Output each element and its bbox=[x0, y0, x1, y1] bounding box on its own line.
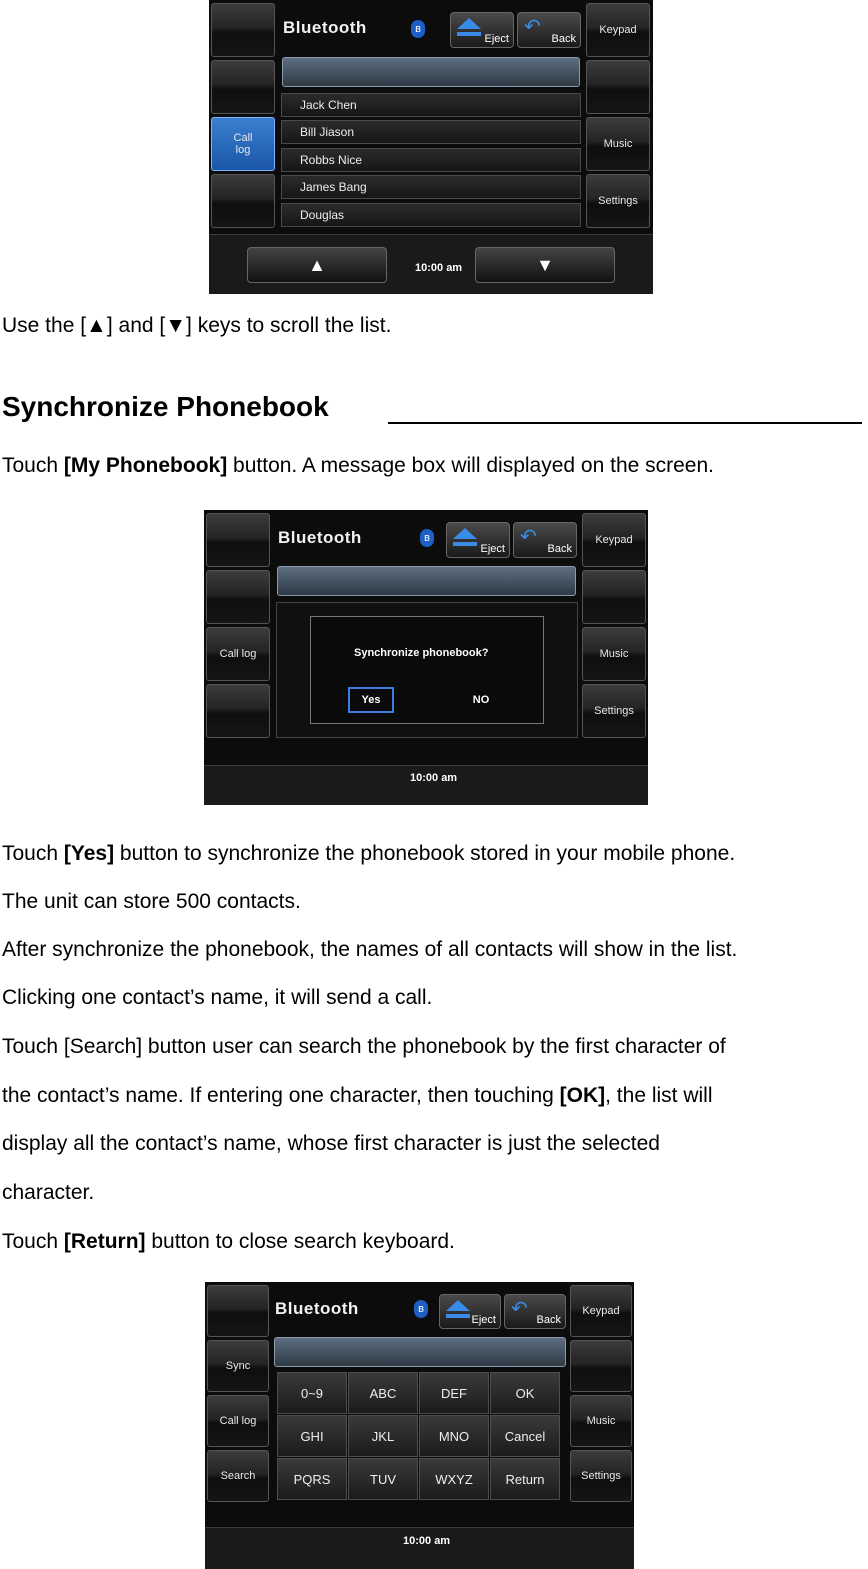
side-button-label: Keypad bbox=[582, 1305, 620, 1317]
music-button[interactable] bbox=[586, 117, 650, 171]
caption-scroll: Use the [▲] and [▼] keys to scroll the list. bbox=[2, 314, 392, 337]
clock: 10:00 am bbox=[403, 1535, 451, 1547]
settings-button[interactable] bbox=[586, 174, 650, 228]
key-return[interactable]: Return bbox=[490, 1458, 560, 1500]
bluetooth-icon: ʙ bbox=[414, 1300, 428, 1318]
search-input[interactable] bbox=[277, 566, 576, 596]
scroll-up-button[interactable] bbox=[247, 247, 387, 283]
para-search-3: display all the contact’s name, whose first character is just the selected bbox=[2, 1132, 660, 1155]
search-input[interactable] bbox=[274, 1337, 566, 1367]
call-log-button[interactable] bbox=[211, 117, 275, 171]
back-label: Back bbox=[547, 543, 572, 555]
eject-button[interactable] bbox=[446, 522, 510, 558]
music-button[interactable] bbox=[570, 1395, 632, 1447]
side-button-label: Music bbox=[599, 648, 629, 660]
bottom-bar bbox=[204, 765, 648, 805]
para-search-1: Touch [Search] button user can search the phonebook by the first character of bbox=[2, 1035, 726, 1058]
eject-label: Eject bbox=[480, 543, 505, 555]
eject-label: Eject bbox=[471, 1314, 496, 1326]
music-button[interactable] bbox=[582, 627, 646, 681]
side-button-left-4[interactable] bbox=[211, 174, 275, 228]
eject-icon bbox=[453, 528, 477, 539]
sync-dialog bbox=[310, 616, 544, 724]
screen-title: Bluetooth bbox=[275, 1299, 359, 1318]
screenshot-sync-dialog bbox=[204, 510, 648, 805]
eject-icon bbox=[457, 18, 481, 29]
side-button-label: Music bbox=[586, 1415, 616, 1427]
settings-button[interactable] bbox=[582, 684, 646, 738]
back-button[interactable] bbox=[513, 522, 577, 558]
key-ghi[interactable]: GHI bbox=[277, 1415, 347, 1457]
side-button-left-2[interactable] bbox=[211, 60, 275, 114]
bottom-bar bbox=[205, 1527, 634, 1569]
side-button-left-2[interactable] bbox=[206, 570, 270, 624]
key-cancel[interactable]: Cancel bbox=[490, 1415, 560, 1457]
up-arrow-icon: ▲ bbox=[86, 314, 107, 337]
side-button-label: Music bbox=[603, 138, 633, 150]
back-arrow-icon: ↶ bbox=[511, 1298, 528, 1320]
eject-icon bbox=[446, 1300, 470, 1311]
contact-row[interactable]: Jack Chen bbox=[281, 93, 581, 117]
screen-title: Bluetooth bbox=[278, 528, 362, 547]
heading-underline bbox=[388, 422, 862, 424]
side-button-label: Keypad bbox=[595, 534, 633, 546]
side-button-label: Keypad bbox=[599, 24, 637, 36]
key-def[interactable]: DEF bbox=[419, 1372, 489, 1414]
back-label: Back bbox=[551, 33, 576, 45]
screen-title: Bluetooth bbox=[283, 18, 367, 37]
up-arrow-icon: ▲ bbox=[308, 254, 326, 275]
key-jkl[interactable]: JKL bbox=[348, 1415, 418, 1457]
eject-label: Eject bbox=[484, 33, 509, 45]
side-button-right-2[interactable] bbox=[586, 60, 650, 114]
para-search-4: character. bbox=[2, 1181, 95, 1204]
side-button-label: Settings bbox=[581, 1470, 621, 1482]
para-search-2: the contact’s name. If entering one character, then touching [OK], the list will bbox=[2, 1084, 713, 1107]
call-log-button[interactable] bbox=[206, 627, 270, 681]
no-button[interactable]: NO bbox=[472, 694, 490, 706]
down-arrow-icon: ▼ bbox=[165, 314, 187, 337]
side-button-label: Search bbox=[220, 1470, 256, 1482]
bluetooth-icon: ʙ bbox=[411, 20, 425, 38]
keypad-button[interactable] bbox=[582, 513, 646, 567]
key-0-9[interactable]: 0~9 bbox=[277, 1372, 347, 1414]
back-arrow-icon: ↶ bbox=[524, 16, 541, 38]
search-input[interactable] bbox=[282, 57, 580, 87]
para-touch-yes: Touch [Yes] button to synchronize the phonebook stored in your mobile phone. bbox=[2, 842, 736, 865]
contact-row[interactable]: Robbs Nice bbox=[281, 148, 581, 172]
keypad-button[interactable] bbox=[586, 3, 650, 57]
back-arrow-icon: ↶ bbox=[520, 526, 537, 548]
side-button-label: Settings bbox=[598, 195, 638, 207]
side-button-label: Settings bbox=[594, 705, 634, 717]
screenshot-contact-list bbox=[209, 0, 653, 294]
eject-button[interactable] bbox=[450, 12, 514, 48]
scroll-down-button[interactable] bbox=[475, 247, 615, 283]
side-button-right-2[interactable] bbox=[570, 1340, 632, 1392]
side-button-label: Sync bbox=[225, 1360, 251, 1372]
side-button-left-4[interactable] bbox=[206, 684, 270, 738]
side-button-label: Call log bbox=[219, 648, 257, 660]
key-wxyz[interactable]: WXYZ bbox=[419, 1458, 489, 1500]
key-abc[interactable]: ABC bbox=[348, 1372, 418, 1414]
eject-button[interactable] bbox=[439, 1294, 501, 1329]
para-clicking: Clicking one contact’s name, it will send a call. bbox=[2, 986, 433, 1009]
contact-row[interactable]: James Bang bbox=[281, 175, 581, 199]
para-store: The unit can store 500 contacts. bbox=[2, 890, 301, 913]
side-button-left-1[interactable] bbox=[206, 513, 270, 567]
back-button[interactable] bbox=[504, 1294, 566, 1329]
search-button[interactable] bbox=[207, 1450, 269, 1502]
section-heading: Synchronize Phonebook bbox=[2, 391, 329, 422]
contact-row[interactable]: Bill Jiason bbox=[281, 120, 581, 144]
key-tuv[interactable]: TUV bbox=[348, 1458, 418, 1500]
down-arrow-icon: ▼ bbox=[536, 254, 554, 275]
key-mno[interactable]: MNO bbox=[419, 1415, 489, 1457]
contact-row[interactable]: Douglas bbox=[281, 203, 581, 227]
dialog-question: Synchronize phonebook? bbox=[354, 647, 489, 659]
side-button-label: Call log bbox=[219, 1415, 257, 1427]
keypad-button[interactable] bbox=[570, 1285, 632, 1337]
call-log-button[interactable] bbox=[207, 1395, 269, 1447]
para-after: After synchronize the phonebook, the names of all contacts will show in the list. bbox=[2, 938, 738, 961]
settings-button[interactable] bbox=[570, 1450, 632, 1502]
clock: 10:00 am bbox=[410, 772, 458, 784]
yes-button[interactable]: Yes bbox=[348, 687, 394, 713]
back-label: Back bbox=[536, 1314, 561, 1326]
side-button-left-1[interactable] bbox=[207, 1285, 269, 1337]
bluetooth-icon: ʙ bbox=[420, 529, 434, 547]
side-button-right-2[interactable] bbox=[582, 570, 646, 624]
para-touch-return: Touch [Return] button to close search keyboard. bbox=[2, 1230, 455, 1253]
clock: 10:00 am bbox=[415, 262, 463, 274]
key-ok[interactable]: OK bbox=[490, 1372, 560, 1414]
back-button[interactable] bbox=[517, 12, 581, 48]
side-button-left-1[interactable] bbox=[211, 3, 275, 57]
para-touch-phonebook: Touch [My Phonebook] button. A message box will displayed on the screen. bbox=[2, 454, 714, 477]
side-button-label: Call log bbox=[233, 132, 253, 156]
screenshot-search-keypad bbox=[205, 1282, 634, 1569]
key-pqrs[interactable]: PQRS bbox=[277, 1458, 347, 1500]
sync-button[interactable] bbox=[207, 1340, 269, 1392]
